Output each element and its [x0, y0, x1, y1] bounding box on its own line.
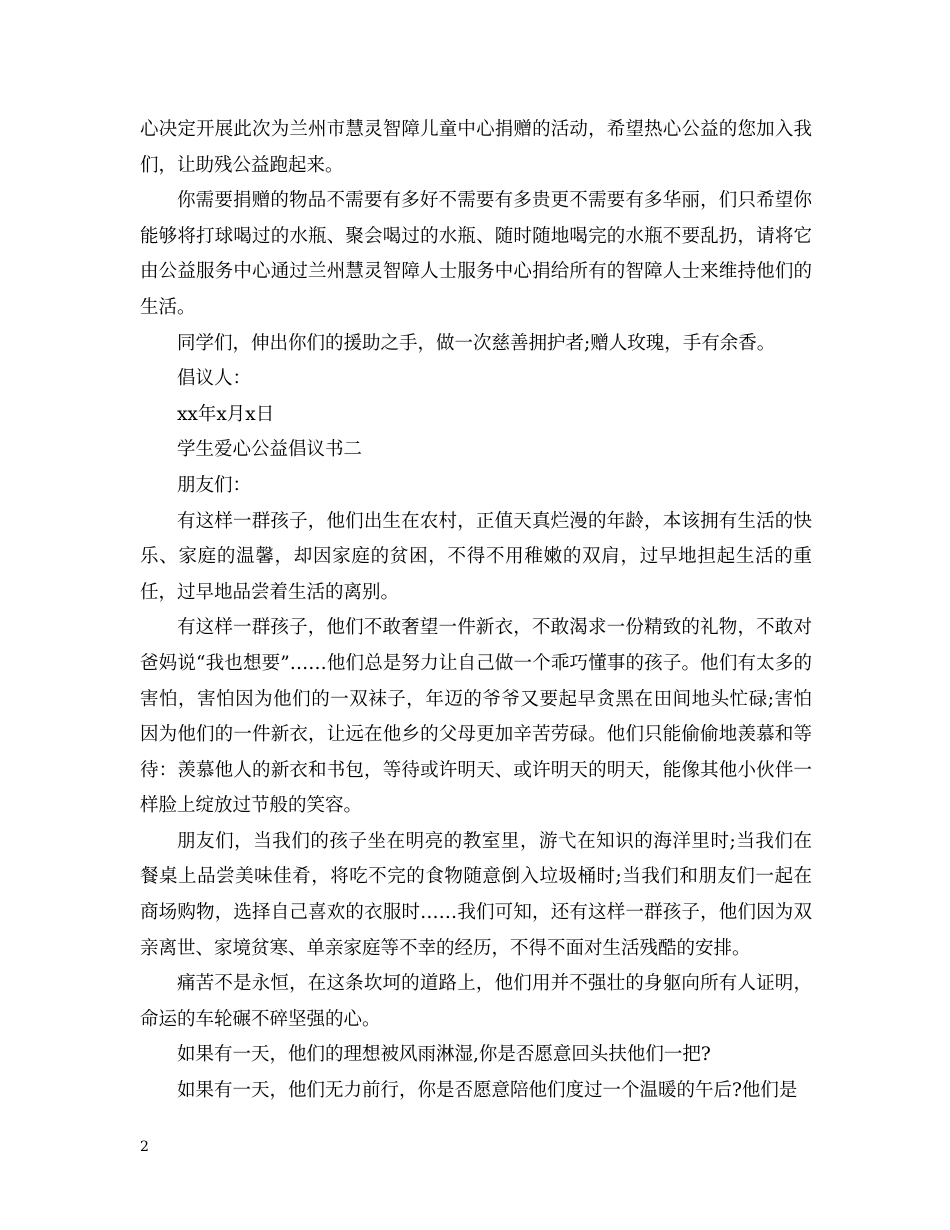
paragraph-12: 如果有一天，他们的理想被风雨淋湿,你是否愿意回头扶他们一把? [177, 1044, 711, 1066]
paragraph-3: 同学们，伸出你们的援助之手，做一次慈善拥护者;赠人玫瑰，手有余香。 [177, 332, 776, 354]
paragraph-11: 痛苦不是永恒，在这条坎坷的道路上，他们用并不强壮的身躯向所有人证明，命运的车轮碾不碎坚强的心。 [140, 973, 812, 1030]
section-title: 学生爱心公益倡议书二 [177, 439, 363, 461]
initiator-label: 倡议人： [177, 368, 252, 390]
paragraph-2: 你需要捐赠的物品不需要有多好不需要有多贵更不需要有多华丽，们只希望你能够将打球喝过的水瓶、聚会喝过的水瓶、随时随地喝完的水瓶不要乱扔，请将它由公益服务中心通过兰州慧灵智障人士服务中心捐给所有的智障人士来维持他们的生活。 [140, 190, 812, 318]
date-line: xx年x月x日 [177, 403, 275, 425]
paragraph-1: 心决定开展此次为兰州市慧灵智障儿童中心捐赠的活动，希望热心公益的您加入我们，让助残公益跑起来。 [140, 119, 812, 176]
paragraph-13: 如果有一天，他们无力前行，你是否愿意陪他们度过一个温暖的午后?他们是 [177, 1080, 798, 1102]
salutation: 朋友们： [177, 474, 252, 496]
paragraph-8: 有这样一群孩子，他们出生在农村，正值天真烂漫的年龄，本该拥有生活的快乐、家庭的温馨，却因家庭的贫困，不得不用稚嫩的双肩，过早地担起生活的重任，过早地品尝着生活的离别。 [140, 510, 812, 603]
paragraph-10: 朋友们，当我们的孩子坐在明亮的教室里，游弋在知识的海洋里时;当我们在餐桌上品尝美味佳肴，将吃不完的食物随意倒入垃圾桶时;当我们和朋友们一起在商场购物，选择自己喜欢的衣服时……我们可知，还有这样一群孩子，他们因为双亲离世、家境贫寒、单亲家庭等不幸的经历，不得不面对生活残酷的安排。 [140, 830, 812, 959]
page-number: 2 [140, 1139, 149, 1155]
paragraph-9: 有这样一群孩子，他们不敢奢望一件新衣，不敢渴求一份精致的礼物，不敢对爸妈说“我也想要”……他们总是努力让自己做一个乖巧懂事的孩子。他们有太多的害怕，害怕因为他们的一双袜子，年迈的爷爷又要起早贪黑在田间地头忙碌;害怕因为他们的一件新衣，让远在他乡的父母更加辛苦劳碌。他们只能偷偷地羡慕和等待：羡慕他人的新衣和书包，等待或许明天、或许明天的明天，能像其他小伙伴一样脸上绽放过节般的笑容。 [140, 617, 812, 817]
document-body [140, 112, 812, 1109]
